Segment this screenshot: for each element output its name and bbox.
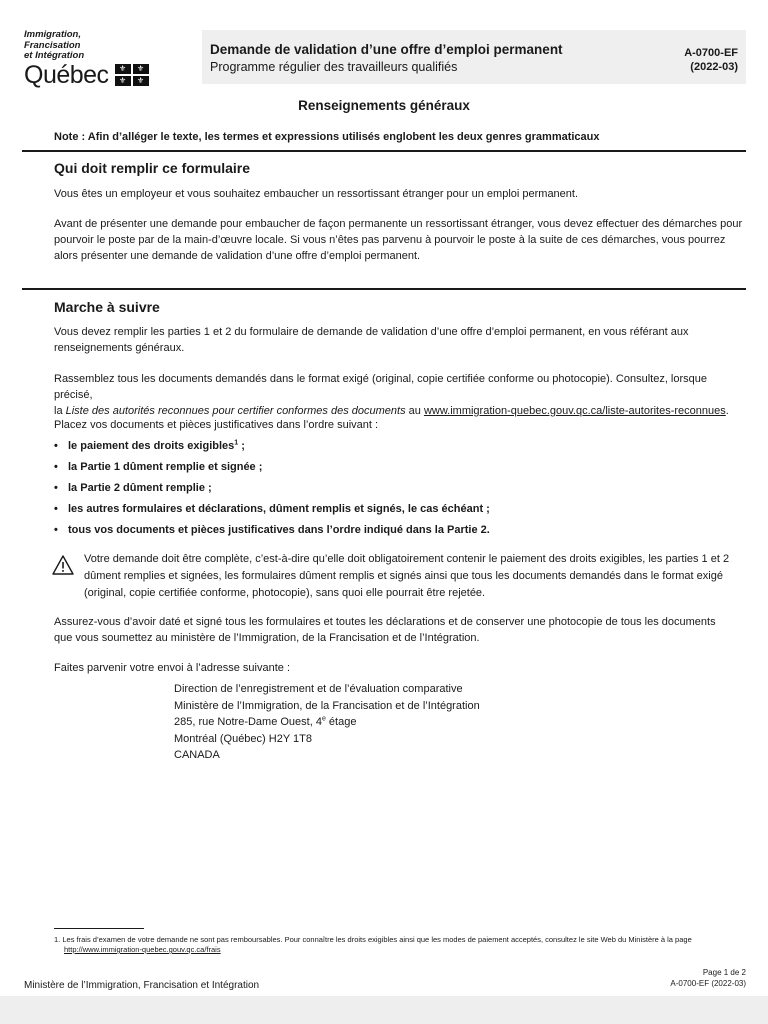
mailing-address <box>174 681 480 764</box>
address-fragment: 285, rue Notre-Dame Ouest, 4 <box>174 716 322 728</box>
who-paragraph-1: Vous êtes un employeur et vous souhaitez embaucher un ressortissant étranger pour un emploi permanent. <box>54 188 579 200</box>
section-divider <box>22 288 746 290</box>
list-item: • la Partie 2 dûment remplie ; <box>54 478 490 499</box>
ministry-name <box>24 30 204 62</box>
ministry-name-line: Immigration, <box>24 29 82 40</box>
address-line: CANADA <box>174 749 220 761</box>
text-line: Avant de présenter une demande pour embaucher de façon permanente un ressortissant étranger, vous devez effectuer des démarches pour <box>54 218 743 230</box>
text-fragment: la <box>54 405 66 417</box>
text-line: alors présenter une demande de validation d’une offre d’emploi permanent. <box>54 250 421 262</box>
footer-form-code: A-0700-EF (2022-03) <box>670 978 746 988</box>
footnote-divider <box>54 928 144 929</box>
ordinal-suffix: e <box>321 715 326 723</box>
fleur-de-lis-icon: ⚜ <box>115 76 131 86</box>
form-code-version: (2022-03) <box>690 61 738 73</box>
address-line: Direction de l’enregistrement et de l’évaluation comparative <box>174 683 463 695</box>
text-line: (original, copie certifiée conforme, photocopie), sans quoi elle pourrait être rejetée. <box>84 587 486 599</box>
ministry-name-line: Francisation <box>24 39 81 51</box>
steps-heading: Marche à suivre <box>54 299 160 315</box>
footer-ministry: Ministère de l’Immigration, Francisation et Intégration <box>24 980 260 991</box>
who-heading: Qui doit remplir ce formulaire <box>54 160 251 176</box>
quebec-wordmark: Québec <box>24 60 109 89</box>
address-line <box>174 714 480 731</box>
form-title: Demande de validation d’une offre d’emploi permanent <box>210 42 563 57</box>
fleur-de-lis-icon: ⚜ <box>133 64 149 74</box>
text-line: Vous devez remplir les parties 1 et 2 du formulaire de demande de validation d’une offre d’emploi permanent, en vous référant aux <box>54 326 689 338</box>
fleur-de-lis-icon: ⚜ <box>133 76 149 86</box>
form-subtitle: Programme régulier des travailleurs qualifiés <box>210 60 458 74</box>
bottom-band <box>0 996 768 1024</box>
footnote-number: 1. <box>54 935 61 944</box>
text-fragment: . <box>725 405 729 417</box>
steps-paragraph-4 <box>54 614 744 646</box>
text-line: pourvoir le poste par de la main-d’œuvre locale. Si vous n’êtes pas parvenu à pourvoir le poste à la suite de ces démarches, vous pourrez <box>54 234 726 246</box>
form-header-band <box>202 30 746 84</box>
government-logo <box>24 30 204 88</box>
form-code-number: A-0700-EF <box>684 47 738 59</box>
address-line: Ministère de l’Immigration, de la Francisation et de l’Intégration <box>174 699 480 712</box>
text-line: Votre demande doit être complète, c’est-à-dire qu’elle doit obligatoirement contenir le paiement des droits exigibles, les parties 1 et 2 <box>84 553 730 565</box>
text-fragment: au <box>405 405 424 417</box>
document-order-list <box>54 436 490 541</box>
steps-paragraph-2 <box>54 371 744 419</box>
fleur-de-lis-icon: ⚜ <box>115 64 131 74</box>
steps-paragraph-3: Placez vos documents et pièces justificatives dans l’ordre suivant : <box>54 419 379 431</box>
footnote <box>54 935 748 955</box>
steps-paragraph-1 <box>54 324 744 356</box>
form-code <box>684 46 738 74</box>
warning-icon <box>52 555 74 575</box>
text-line: renseignements généraux. <box>54 342 185 354</box>
text-line: que vous soumettez au ministère de l’Immigration, de la Francisation et de l’Intégration. <box>54 632 480 644</box>
list-item-text: ; <box>238 440 245 452</box>
section-title: Renseignements généraux <box>298 98 470 113</box>
text-line: dûment remplies et signées, les formulaires dûment remplis et signés ainsi que tous les documents demandés dans le format exigé <box>84 570 723 582</box>
list-item <box>54 436 490 457</box>
fleurdelise-flag-icon <box>115 64 149 86</box>
warning-text <box>84 551 744 602</box>
text-line: Assurez-vous d’avoir daté et signé tous les formulaires et toutes les déclarations et de conserver une photocopie de tous les documents <box>54 616 716 628</box>
gender-note: Note : Afin d’alléger le texte, les termes et expressions utilisés englobent les deux genres grammaticaux <box>54 131 600 143</box>
section-divider <box>22 150 746 152</box>
address-fragment: étage <box>325 716 357 728</box>
list-item: • les autres formulaires et déclarations, dûment remplis et signés, le cas échéant ; <box>54 499 490 520</box>
quebec-wordmark-row <box>24 62 204 88</box>
who-paragraph-2 <box>54 216 744 264</box>
ministry-name-line: et Intégration <box>24 50 85 61</box>
text-line: Rassemblez tous les documents demandés dans le format exigé (original, copie certifiée conforme ou photocopie). Consultez, lorsque précisé, <box>54 373 708 401</box>
list-item-text: le paiement des droits exigibles <box>68 440 235 452</box>
address-line: Montréal (Québec) H2Y 1T8 <box>174 732 312 745</box>
list-item: • tous vos documents et pièces justificatives dans l’ordre indiqué dans la Partie 2. <box>54 520 490 541</box>
steps-paragraph-5: Faites parvenir votre envoi à l’adresse suivante : <box>54 662 291 674</box>
list-item: • la Partie 1 dûment remplie et signée ; <box>54 457 490 478</box>
footnote-ref: 1 <box>234 439 239 447</box>
authorities-list-title: Liste des autorités reconnues pour certifier conformes des documents <box>65 405 406 417</box>
footnote-text: Les frais d’examen de votre demande ne sont pas remboursables. Pour connaître les droits exigibles ainsi que les modes de paiement acceptés, consultez le site Web du Ministère à la page <box>62 935 692 944</box>
page-info <box>670 968 746 989</box>
authorities-list-link[interactable]: www.immigration-quebec.gouv.qc.ca/liste-autorites-reconnues <box>423 405 726 417</box>
fees-link[interactable]: http://www.immigration-quebec.gouv.qc.ca/frais <box>64 945 221 954</box>
page-number: Page 1 de 2 <box>702 968 746 977</box>
